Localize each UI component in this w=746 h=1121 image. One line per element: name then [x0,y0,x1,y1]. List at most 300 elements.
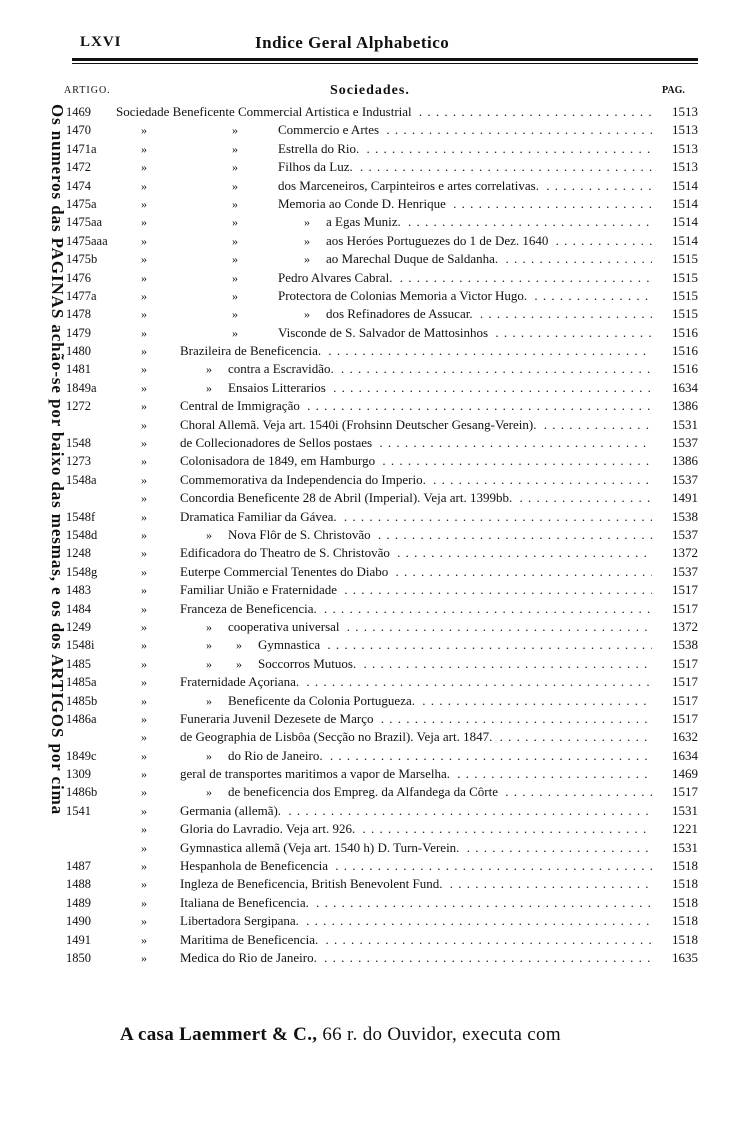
ditto-mark: » [232,325,238,340]
society-name [116,103,652,121]
index-row [0,600,746,618]
ditto-mark: » [206,656,212,671]
society-name [180,912,652,930]
society-name-text: Ingleza de Beneficencia, British Benevolent Fund. [180,876,445,891]
page-ref: 1537 [672,471,698,487]
article-number: 1479 [66,325,91,340]
article-number: 1486b [66,785,98,800]
society-name-text: Franceza de Beneficencia. [180,601,320,616]
ditto-mark: » [304,233,310,248]
society-name [180,434,652,452]
article-number: 1475a [66,196,97,211]
footer-advert [120,1024,561,1046]
society-name-text: Dramatica Familiar da Gávea. [180,509,340,524]
page-ref: 1221 [672,821,698,837]
page-ref: 1515 [672,269,698,285]
article-number: 1273 [66,454,91,469]
ditto-mark: » [206,380,212,395]
index-row [0,692,746,710]
index-row [0,140,746,158]
society-name [180,581,652,599]
ditto-mark: » [141,233,147,248]
page-ref: 1537 [672,435,698,451]
article-number: 1475aa [66,215,103,230]
ditto-mark: » [141,252,147,267]
footer-company: A casa Laemmert & C., [120,1024,318,1045]
index-row [0,857,746,875]
ditto-mark: » [304,215,310,230]
society-name [180,563,652,581]
society-name [326,213,652,231]
ditto-mark: » [141,932,147,947]
index-row [0,820,746,838]
index-row [0,544,746,562]
page-ref: 1518 [672,858,698,874]
index-row [0,250,746,268]
society-name [180,839,652,857]
index-row [0,636,746,654]
ditto-mark: » [232,215,238,230]
article-number: 1548d [66,527,98,542]
society-name-text: Estrella do Rio. [278,141,362,156]
society-name-text: Pedro Alvares Cabral. [278,270,395,285]
society-name [228,692,652,710]
page-ref: 1518 [672,931,698,947]
society-name [180,875,652,893]
society-name-text: Commercio e Artes [278,122,382,137]
society-name-text: contra a Escravidão. [228,361,337,376]
ditto-mark: » [141,546,147,561]
society-name-text: Ensaios Litterarios [228,380,329,395]
article-number: 1471a [66,141,97,156]
society-name-text: Italiana de Beneficencia. [180,895,312,910]
index-row [0,342,746,360]
article-number: 1548g [66,564,98,579]
society-name-text: Euterpe Commercial Tenentes do Diabo [180,564,391,579]
society-name-text: Gloria do Lavradio. Veja art. 926. [180,821,358,836]
index-row [0,360,746,378]
index-row [0,931,746,949]
index-row [0,158,746,176]
page-ref: 1538 [672,508,698,524]
ditto-mark: » [141,123,147,138]
society-name-text: Choral Allemã. Veja art. 1540i (Frohsinn Deutscher Gesang-Verein). [180,417,539,432]
page-ref: 1531 [672,839,698,855]
ditto-mark: » [141,417,147,432]
society-name [180,452,652,470]
society-name [278,269,652,287]
society-name [278,177,652,195]
ditto-mark: » [232,160,238,175]
ditto-mark: » [141,767,147,782]
society-name-text: Maritima de Beneficencia. [180,932,321,947]
ditto-mark: » [141,730,147,745]
ditto-mark: » [141,895,147,910]
ditto-mark: » [141,509,147,524]
index-row [0,581,746,599]
page-ref: 1537 [672,563,698,579]
society-name [180,673,652,691]
article-number: 1487 [66,859,91,874]
society-name [278,121,652,139]
index-row [0,232,746,250]
article-number: 1248 [66,546,91,561]
society-name [180,894,652,912]
ditto-mark: » [141,711,147,726]
society-name [228,618,652,636]
page-ref: 1517 [672,710,698,726]
society-name [278,324,652,342]
ditto-mark: » [141,601,147,616]
index-row [0,618,746,636]
society-name [180,489,652,507]
ditto-mark: » [141,859,147,874]
index-row [0,103,746,121]
article-number: 1488 [66,877,91,892]
society-name [258,655,652,673]
society-name-text: Medica do Rio de Janeiro. [180,950,320,965]
society-name [228,526,652,544]
page-ref: 1514 [672,177,698,193]
society-name-text: Fraternidade Açoriana. [180,674,302,689]
society-name-text: dos Refinadores de Assucar. [326,306,476,321]
ditto-mark: » [141,160,147,175]
society-name-text: aos Heróes Portuguezes do 1 de Dez. 1640 [326,233,551,248]
page-ref: 1518 [672,894,698,910]
page-ref: 1514 [672,214,698,230]
society-name [180,710,652,728]
page-ref: 1634 [672,747,698,763]
footer-rest: 66 r. do Ouvidor, executa com [322,1024,561,1045]
ditto-mark: » [141,785,147,800]
society-name-text: a Egas Muniz. [326,214,404,229]
society-name [180,728,652,746]
ditto-mark: » [141,288,147,303]
society-name-text: Nova Flôr de S. Christovão [228,527,374,542]
ditto-mark: » [232,252,238,267]
article-number: 1477a [66,288,97,303]
society-name-text: Germania (allemã). [180,803,284,818]
society-name-text: Sociedade Beneficente Commercial Artistica e Industrial [116,104,415,119]
page-ref: 1514 [672,232,698,248]
index-row [0,434,746,452]
society-name [326,232,652,250]
society-name [180,416,652,434]
page-ref: 1538 [672,637,698,653]
article-number: 1469 [66,105,91,119]
society-name [228,379,652,397]
index-row [0,912,746,930]
index-row [0,471,746,489]
society-name [258,636,652,654]
article-number: 1476 [66,270,91,285]
ditto-mark: » [236,638,242,653]
article-number: 1548 [66,436,91,451]
ditto-mark: » [232,196,238,211]
page-ref: 1516 [672,343,698,359]
index-row [0,287,746,305]
ditto-mark: » [232,270,238,285]
society-name [326,250,652,268]
society-name [278,195,652,213]
page-ref: 1386 [672,398,698,414]
article-number: 1548f [66,509,96,524]
index-row [0,397,746,415]
society-name [180,397,652,415]
index-row [0,563,746,581]
society-name [228,747,652,765]
article-number: 1475b [66,252,98,267]
ditto-mark: » [206,748,212,763]
ditto-mark: » [141,564,147,579]
header-rule [72,58,698,61]
article-number: 1486a [66,711,97,726]
page-ref: 1518 [672,876,698,892]
society-name [326,305,652,323]
ditto-mark: » [304,307,310,322]
article-number: 1548a [66,472,97,487]
page-ref: 1517 [672,692,698,708]
page-ref: 1372 [672,545,698,561]
page-ref: 1517 [672,600,698,616]
society-name-text: Colonisadora de 1849, em Hamburgo [180,453,378,468]
index-row [0,508,746,526]
page-ref: 1386 [672,453,698,469]
page-title: Indice Geral Alphabetico [255,33,450,52]
ditto-mark: » [141,748,147,763]
society-name [278,287,652,305]
article-number: 1849c [66,748,97,763]
society-name-text: dos Marceneiros, Carpinteiros e artes correlativas. [278,178,542,193]
ditto-mark: » [206,362,212,377]
ditto-mark: » [232,288,238,303]
article-number: 1475aaa [66,233,108,248]
society-name-text: Libertadora Sergipana. [180,913,302,928]
page-ref: 1516 [672,361,698,377]
page-ref: 1513 [672,159,698,175]
index-row [0,673,746,691]
society-name-text: Hespanhola de Beneficencia [180,858,331,873]
society-name-text: Memoria ao Conde D. Henrique [278,196,449,211]
index-row [0,416,746,434]
page-ref: 1515 [672,251,698,267]
ditto-mark: » [304,252,310,267]
ditto-mark: » [141,380,147,395]
article-number: 1480 [66,344,91,359]
society-name [180,508,652,526]
page-ref: 1517 [672,655,698,671]
ditto-mark: » [141,583,147,598]
society-name [180,600,652,618]
page-ref: 1513 [672,140,698,156]
page-ref: 1515 [672,287,698,303]
page-ref: 1491 [672,490,698,506]
article-number: 1483 [66,583,91,598]
index-row [0,765,746,783]
ditto-mark: » [141,215,147,230]
index-list [0,103,746,967]
page-ref: 1634 [672,379,698,395]
society-name-text: do Rio de Janeiro. [228,748,326,763]
article-number: 1485a [66,675,97,690]
ditto-mark: » [141,454,147,469]
society-name-text: Soccorros Mutuos. [258,656,359,671]
column-header-page: PAG. [662,85,685,96]
page-ref: 1517 [672,582,698,598]
society-name-text: Edificadora do Theatro de S. Christovão [180,545,393,560]
index-row [0,526,746,544]
article-number: 1272 [66,399,91,414]
ditto-mark: » [232,178,238,193]
society-name-text: Visconde de S. Salvador de Mattosinhos [278,325,491,340]
ditto-mark: » [141,840,147,855]
article-number: 1481 [66,362,91,377]
ditto-mark: » [141,307,147,322]
ditto-mark: » [141,472,147,487]
society-name [278,158,652,176]
ditto-mark: » [232,141,238,156]
society-name [228,783,652,801]
index-row [0,655,746,673]
society-name-text: Commemorativa da Independencia do Imperio. [180,472,429,487]
society-name [180,931,652,949]
article-number: 1309 [66,767,91,782]
index-row [0,747,746,765]
page-ref: 1514 [672,195,698,211]
article-number: 1849a [66,380,97,395]
ditto-mark: » [141,436,147,451]
page-ref: 1515 [672,306,698,322]
ditto-mark: » [141,675,147,690]
society-name-text: Brazileira de Beneficencia. [180,343,324,358]
society-name [180,471,652,489]
article-number: 1470 [66,123,91,138]
ditto-mark: » [141,803,147,818]
society-name-text: de beneficencia dos Empreg. da Alfandega da Côrte [228,784,501,799]
article-number: 1489 [66,895,91,910]
page-ref: 1632 [672,729,698,745]
index-row [0,949,746,967]
ditto-mark: » [206,785,212,800]
ditto-mark: » [141,638,147,653]
ditto-mark: » [141,822,147,837]
index-row [0,452,746,470]
ditto-mark: » [141,619,147,634]
article-number: 1485 [66,656,91,671]
ditto-mark: » [141,693,147,708]
page-ref: 1517 [672,674,698,690]
page-ref: 1635 [672,949,698,965]
column-header-societies: Sociedades. [330,83,410,98]
ditto-mark: » [141,178,147,193]
article-number: 1484 [66,601,91,616]
ditto-mark: » [141,196,147,211]
article-number: 1478 [66,307,91,322]
index-row [0,305,746,323]
ditto-mark: » [141,527,147,542]
society-name [228,360,652,378]
society-name [278,140,652,158]
article-number: 1491 [66,932,91,947]
index-row [0,710,746,728]
ditto-mark: » [141,656,147,671]
page-ref: 1537 [672,526,698,542]
society-name-text: de Geographia de Lisbôa (Secção no Brazil). Veja art. 1847. [180,729,495,744]
index-row [0,839,746,857]
society-name-text: Central de Immigração [180,398,303,413]
index-row [0,783,746,801]
ditto-mark: » [232,233,238,248]
index-row [0,213,746,231]
society-name [180,802,652,820]
society-name-text: de Collecionadores de Sellos postaes [180,435,375,450]
society-name-text: Filhos da Luz. [278,159,356,174]
society-name-text: Protectora de Colonias Memoria a Victor Hugo. [278,288,530,303]
ditto-mark: » [141,141,147,156]
index-row [0,269,746,287]
society-name [180,342,652,360]
ditto-mark: » [206,527,212,542]
ditto-mark: » [141,270,147,285]
society-name-text: Gymnastica [258,637,323,652]
ditto-mark: » [206,619,212,634]
index-row [0,489,746,507]
page-ref: 1516 [672,324,698,340]
page-ref: 1372 [672,618,698,634]
index-row [0,728,746,746]
society-name-text: Familiar União e Fraternidade [180,582,340,597]
column-header-article: ARTIGO. [64,85,111,96]
ditto-mark: » [141,491,147,506]
index-row [0,894,746,912]
society-name-text: geral de transportes maritimos a vapor de Marselha. [180,766,453,781]
society-name [180,820,652,838]
society-name-text: Gymnastica allemã (Veja art. 1540 h) D. Turn-Verein. [180,840,462,855]
index-row [0,802,746,820]
index-row [0,379,746,397]
article-number: 1548i [66,638,95,653]
society-name-text: Funeraria Juvenil Dezesete de Março [180,711,376,726]
index-row [0,324,746,342]
page-ref: 1531 [672,416,698,432]
page-ref: 1513 [672,104,698,119]
article-number: 1850 [66,950,91,965]
article-number: 1249 [66,619,91,634]
ditto-mark: » [232,307,238,322]
ditto-mark: » [236,656,242,671]
article-number: 1474 [66,178,91,193]
ditto-mark: » [141,325,147,340]
header-rule-thin [72,63,698,64]
page-ref: 1513 [672,122,698,138]
ditto-mark: » [141,344,147,359]
society-name [180,949,652,967]
society-name [180,765,652,783]
society-name-text: Concordia Beneficente 28 de Abril (Imperial). Veja art. 1399bb. [180,490,515,505]
ditto-mark: » [141,950,147,965]
ditto-mark: » [141,914,147,929]
page-ref: 1469 [672,766,698,782]
society-name-text: ao Marechal Duque de Saldanha. [326,251,501,266]
article-number: 1472 [66,160,91,175]
article-number: 1485b [66,693,98,708]
article-number: 1490 [66,914,91,929]
index-row [0,121,746,139]
sidebar-note-text: Os numeros das PAGINAS achão-se por baixo das mesmas, e os dos ARTIGOS por cima [48,104,67,816]
index-row [0,177,746,195]
page-ref: 1517 [672,784,698,800]
page-ref: 1518 [672,913,698,929]
